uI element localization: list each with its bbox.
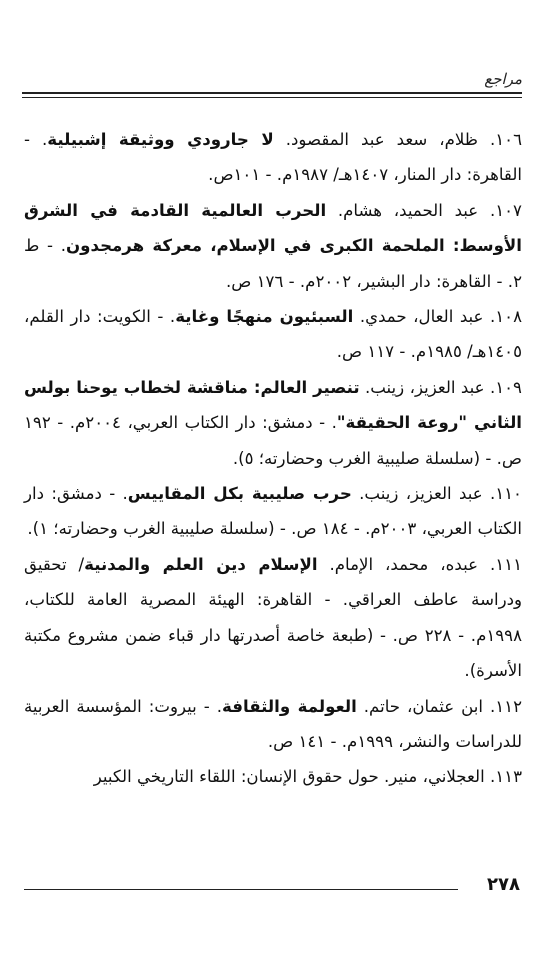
reference-item-112: ١١٢. ابن عثمان، حاتم. العولمة والثقافة. - بيروت: المؤسسة العربية للدراسات والنشر، ١٩٩٩م. - ١٤١ ص. bbox=[24, 696, 522, 751]
reference-number: ١١٠ bbox=[495, 484, 522, 504]
reference-author: عبد العزيز، زينب. bbox=[351, 484, 483, 504]
reference-title: لا جارودي ووثيقة إشبيلية bbox=[47, 130, 274, 149]
header-rule-thin bbox=[22, 97, 522, 98]
reference-item-111: ١١١. عبده، محمد، الإمام. الإسلام دين العلم والمدنية/ تحقيق ودراسة عاطف العراقي. - القاهرة: الهيئة المصرية العامة للكتاب، ١٩٩٨م. - ٢٢٨ ص. - (طبعة خاصة أصدرتها دار قباء ضمن مشروع مكتبة الأسرة). bbox=[24, 554, 523, 681]
reference-publication: . - القاهرة: دار المنار، ١٤٠٧هـ/ ١٩٨٧م. - ١٠١ص. bbox=[24, 130, 522, 185]
reference-publication: . - ط ٢. - القاهرة: دار البشير، ٢٠٠٢م. - ١٧٦ ص. bbox=[24, 236, 522, 291]
reference-number: ١١١ bbox=[495, 554, 522, 574]
reference-publication: . - الكويت: دار القلم، ١٤٠٥هـ/ ١٩٨٥م. - ١١٧ ص. bbox=[24, 307, 522, 362]
reference-author: عبده، محمد، الإمام. bbox=[317, 554, 478, 574]
reference-item-109: ١٠٩. عبد العزيز، زينب. تنصير العالم: مناقشة لخطاب يوحنا بولس الثاني "روعة الحقيقة". - دمشق: دار الكتاب العربي، ٢٠٠٤م. - ١٩٢ ص. - (سلسلة صليبية الغرب وحضارته؛ ٥). bbox=[24, 377, 522, 468]
reference-author: العجلاني، منير. حول حقوق الإنسان: اللقاء التاريخي الكبير bbox=[93, 767, 485, 787]
reference-item-107: ١٠٧. عبد الحميد، هشام. الحرب العالمية القادمة في الشرق الأوسط: الملحمة الكبرى في الإسلام، معركة هرمجدون. - ط ٢. - القاهرة: دار البشير، ٢٠٠٢م. - ١٧٦ ص. bbox=[24, 200, 522, 291]
reference-number: ١٠٦ bbox=[495, 130, 522, 149]
reference-number: ١٠٨ bbox=[495, 307, 522, 327]
reference-author: عبد العزيز، زينب. bbox=[359, 377, 485, 397]
footer-rule bbox=[24, 889, 458, 890]
reference-author: ابن عثمان، حاتم. bbox=[356, 696, 483, 716]
reference-title: العولمة والثقافة bbox=[222, 696, 357, 716]
reference-publication: . - دمشق: دار الكتاب العربي، ٢٠٠٣م. - ١٨٤ ص. - (سلسلة صليبية الغرب وحضارته؛ ١). bbox=[24, 484, 522, 539]
reference-item-106: ١٠٦. ظلام، سعد عبد المقصود. لا جارودي ووثيقة إشبيلية. - القاهرة: دار المنار، ١٤٠٧هـ/ ١٩٨٧م. - ١٠١ص. bbox=[24, 130, 522, 185]
reference-publication: . - بيروت: المؤسسة العربية للدراسات والنشر، ١٩٩٩م. - ١٤١ ص. bbox=[24, 696, 522, 751]
references-list bbox=[24, 122, 522, 795]
reference-number: ١١٣ bbox=[495, 767, 522, 787]
reference-item-110: ١١٠. عبد العزيز، زينب. حرب صليبية بكل المقاييس. - دمشق: دار الكتاب العربي، ٢٠٠٣م. - ١٨٤ ص. - (سلسلة صليبية الغرب وحضارته؛ ١). bbox=[24, 484, 522, 539]
reference-title: الحرب العالمية القادمة في الشرق الأوسط: الملحمة الكبرى في الإسلام، معركة هرمجدون bbox=[24, 200, 522, 256]
page-number: ٢٧٨ bbox=[487, 874, 520, 895]
reference-title: السبئيون منهجًا وغاية bbox=[175, 307, 354, 327]
running-header-title: مراجع bbox=[484, 70, 522, 88]
reference-author: عبد العال، حمدي. bbox=[353, 307, 484, 327]
reference-title: الإسلام دين العلم والمدنية bbox=[84, 554, 318, 574]
reference-publication: . - دمشق: دار الكتاب العربي، ٢٠٠٤م. - ١٩٢ ص. - (سلسلة صليبية الغرب وحضارته؛ ٥). bbox=[24, 413, 522, 468]
reference-title: تنصير العالم: مناقشة لخطاب يوحنا بولس الثاني "روعة الحقيقة" bbox=[24, 377, 522, 433]
reference-number: ١٠٧ bbox=[495, 200, 522, 220]
reference-number: ١٠٩ bbox=[495, 377, 522, 397]
reference-item-108: ١٠٨. عبد العال، حمدي. السبئيون منهجًا وغاية. - الكويت: دار القلم، ١٤٠٥هـ/ ١٩٨٥م. - ١١٧ ص. bbox=[24, 307, 522, 362]
reference-title: حرب صليبية بكل المقاييس bbox=[127, 484, 352, 504]
reference-item-113: ١١٣. العجلاني، منير. حول حقوق الإنسان: اللقاء التاريخي الكبير bbox=[93, 767, 522, 787]
reference-publication: / تحقيق ودراسة عاطف العراقي. - القاهرة: الهيئة المصرية العامة للكتاب، ١٩٩٨م. - ٢٢٨ ص. - (طبعة خاصة أصدرتها دار قباء ضمن مشروع مكتبة الأسرة). bbox=[24, 554, 523, 681]
reference-author: ظلام، سعد عبد المقصود. bbox=[273, 130, 478, 149]
header-rule-thick bbox=[22, 92, 522, 94]
reference-author: عبد الحميد، هشام. bbox=[326, 200, 479, 220]
reference-number: ١١٢ bbox=[495, 696, 522, 716]
